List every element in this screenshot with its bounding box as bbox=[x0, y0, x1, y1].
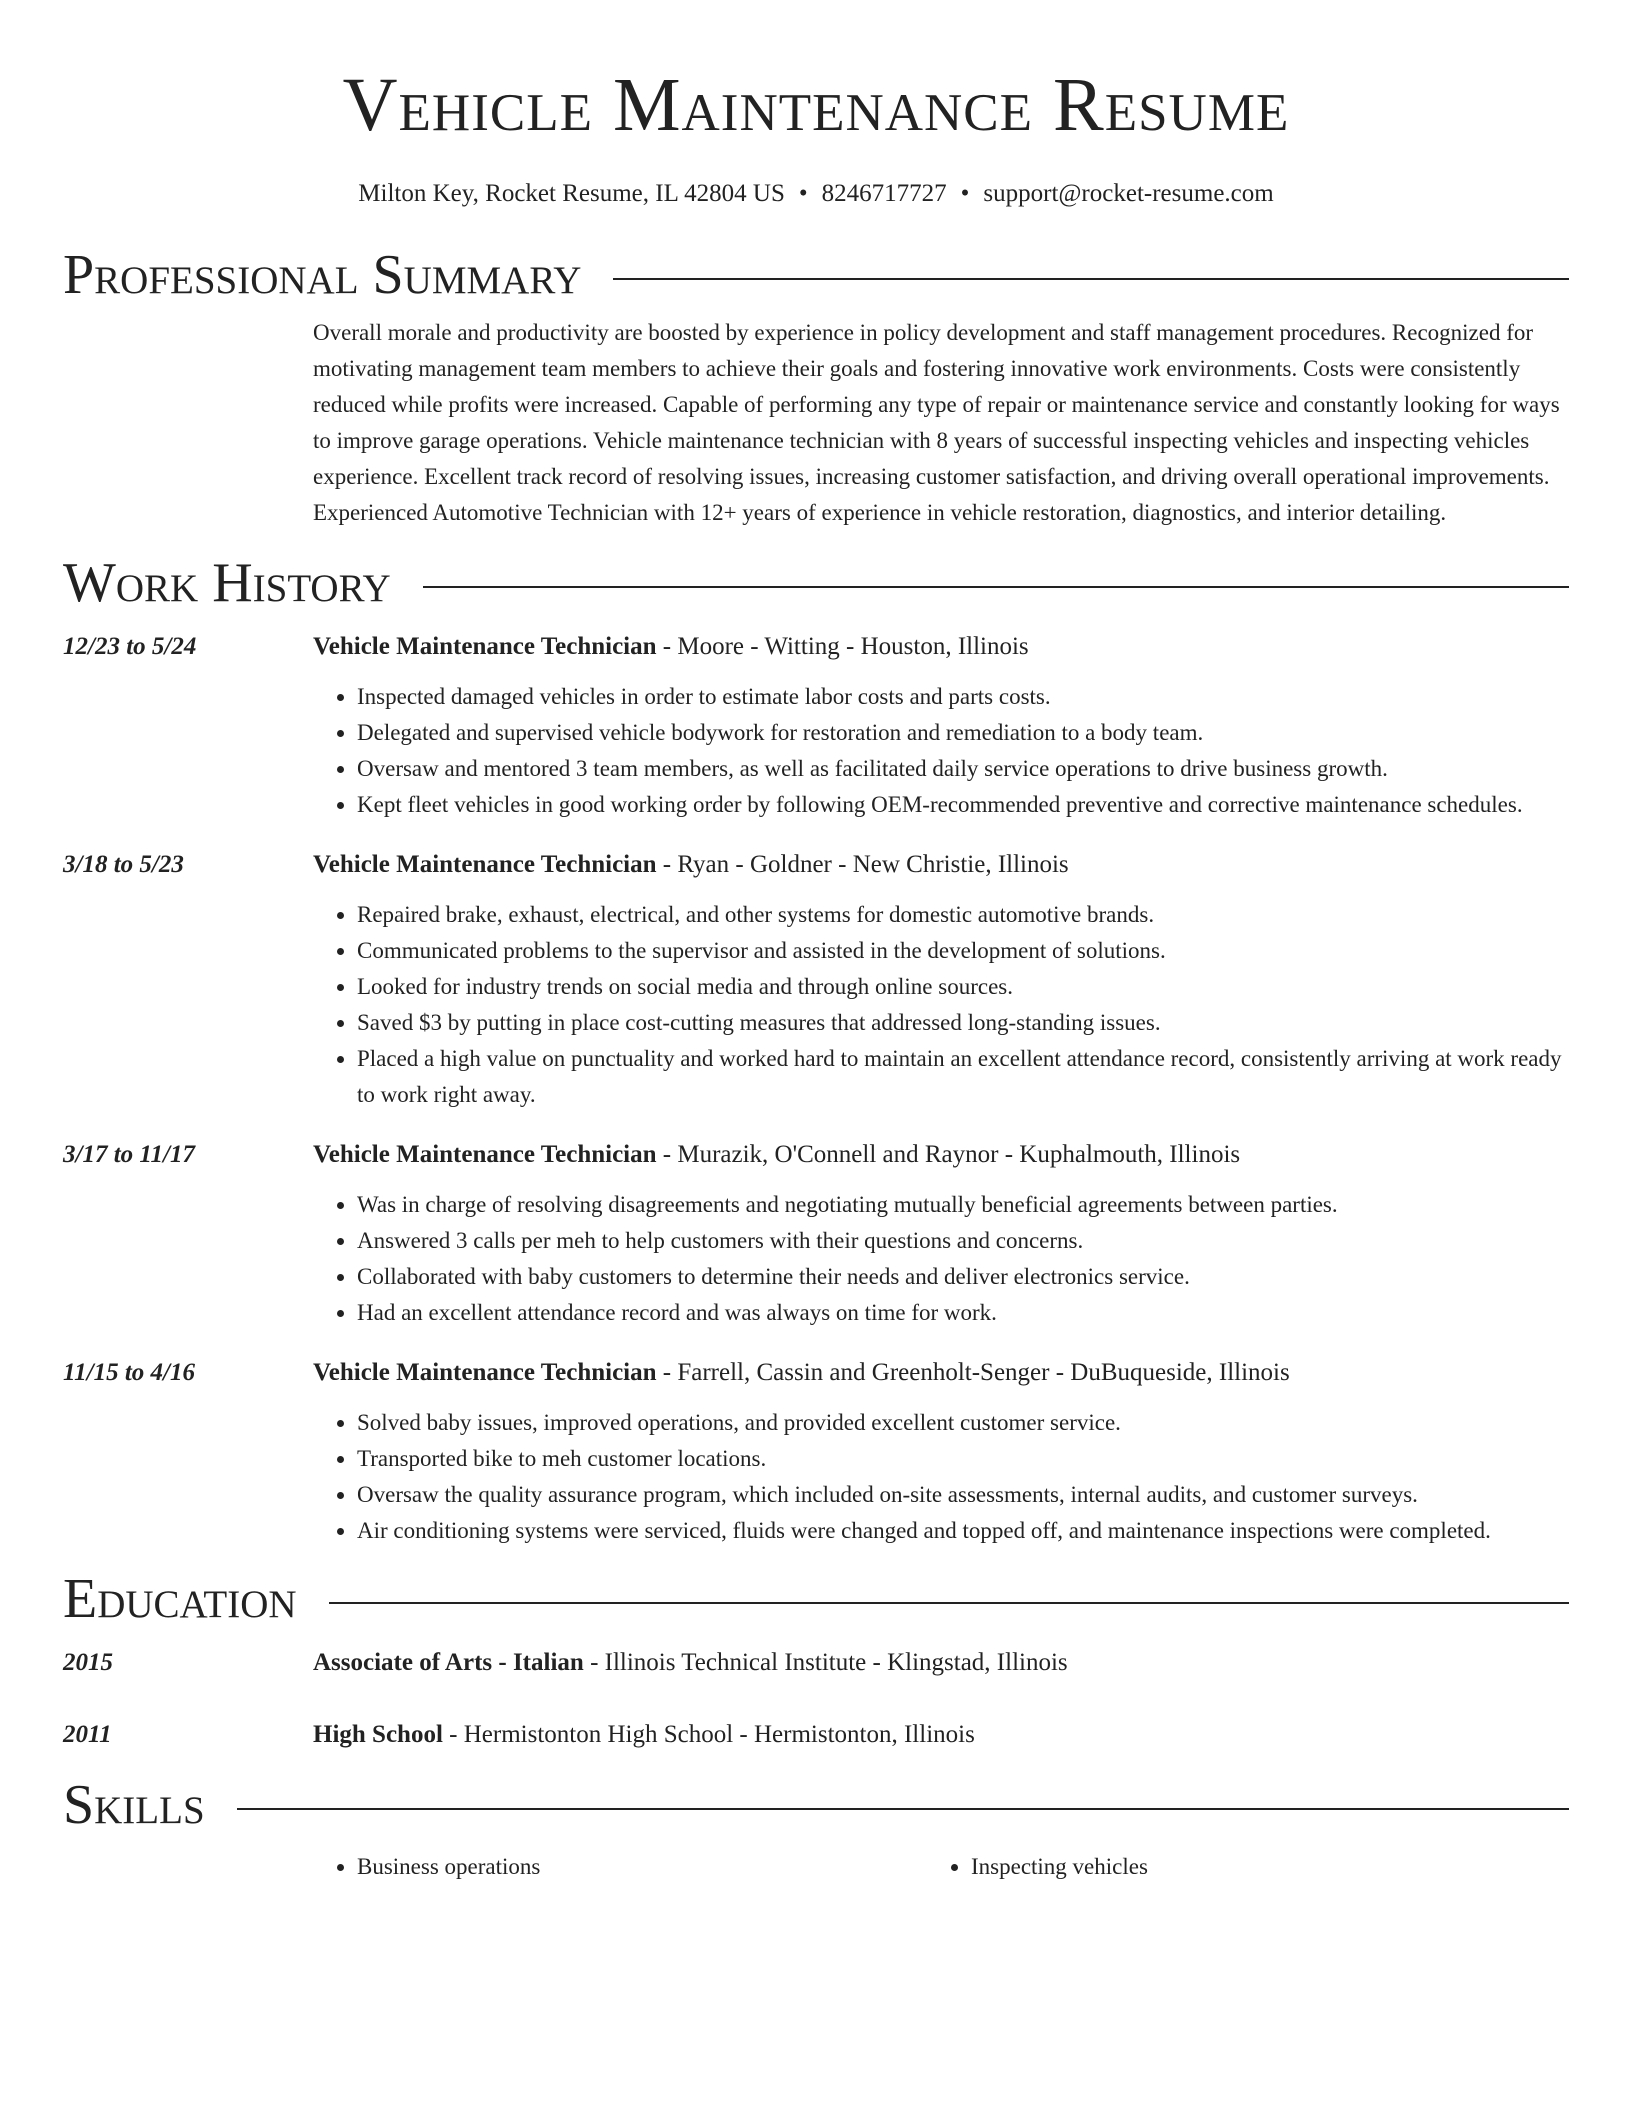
skills-section bbox=[63, 1773, 1569, 1885]
list-item: • Kept fleet vehicles in good working order by following OEM-recommended preventive and corrective maintenance schedules. bbox=[357, 787, 1569, 823]
job-entry bbox=[63, 847, 1569, 1113]
section-heading bbox=[63, 243, 1569, 307]
education-entry bbox=[63, 1645, 1569, 1681]
list-item: • Looked for industry trends on social media and through online sources. bbox=[357, 969, 1569, 1005]
education-year: 2011 bbox=[63, 1721, 112, 1748]
job-bullets bbox=[313, 897, 1569, 1113]
section-title: Work History bbox=[63, 552, 391, 614]
section-heading bbox=[63, 551, 1569, 615]
job-bullets bbox=[313, 1187, 1569, 1331]
list-item: • Inspecting vehicles bbox=[971, 1849, 1541, 1885]
education-school: - Hermistonton High School - Hermistonton, Illinois bbox=[442, 1721, 975, 1748]
job-bullets bbox=[313, 1405, 1569, 1549]
skills-list bbox=[313, 1849, 1569, 1885]
education-school: - Illinois Technical Institute - Klingstad, Illinois bbox=[583, 1649, 1068, 1676]
section-divider bbox=[329, 1602, 1569, 1604]
section-heading bbox=[63, 1773, 1569, 1837]
resume-header bbox=[0, 0, 1632, 210]
job-heading bbox=[313, 1355, 1569, 1391]
skills-column-right bbox=[927, 1849, 1541, 1885]
list-item: • Business operations bbox=[357, 1849, 927, 1885]
section-divider bbox=[237, 1808, 1569, 1810]
section-title: Skills bbox=[63, 1774, 205, 1836]
job-role: Vehicle Maintenance Technician bbox=[313, 851, 657, 878]
contact-separator: • bbox=[798, 180, 808, 207]
job-heading bbox=[313, 1137, 1569, 1173]
contact-phone: 8246717727 bbox=[821, 180, 947, 207]
job-heading bbox=[313, 847, 1569, 883]
education-degree: Associate of Arts - Italian bbox=[313, 1649, 584, 1676]
list-item: • Solved baby issues, improved operations, and provided excellent customer service. bbox=[357, 1405, 1569, 1441]
contact-separator: • bbox=[960, 180, 970, 207]
job-employer: - Murazik, O'Connell and Raynor - Kuphalmouth, Illinois bbox=[656, 1141, 1241, 1168]
job-entry bbox=[63, 629, 1569, 823]
work-history-section bbox=[63, 551, 1569, 1549]
section-title: Professional Summary bbox=[63, 244, 582, 306]
job-role: Vehicle Maintenance Technician bbox=[313, 1359, 657, 1386]
job-dates: 12/23 to 5/24 bbox=[63, 633, 197, 660]
job-employer: - Farrell, Cassin and Greenholt-Senger - DuBuqueside, Illinois bbox=[656, 1359, 1290, 1386]
section-divider bbox=[613, 278, 1569, 280]
contact-address: Milton Key, Rocket Resume, IL 42804 US bbox=[358, 180, 785, 207]
skills-column-left bbox=[313, 1849, 927, 1885]
list-item: • Transported bike to meh customer locations. bbox=[357, 1441, 1569, 1477]
list-item: • Placed a high value on punctuality and worked hard to maintain an excellent attendance record, consistently arriving at work ready to work right away. bbox=[357, 1041, 1569, 1113]
list-item: • Oversaw the quality assurance program, which included on-site assessments, internal audits, and customer surveys. bbox=[357, 1477, 1569, 1513]
job-role: Vehicle Maintenance Technician bbox=[313, 633, 657, 660]
list-item: • Collaborated with baby customers to determine their needs and deliver electronics service. bbox=[357, 1259, 1569, 1295]
list-item: • Repaired brake, exhaust, electrical, and other systems for domestic automotive brands. bbox=[357, 897, 1569, 933]
section-heading bbox=[63, 1567, 1569, 1631]
contact-line bbox=[0, 178, 1632, 210]
summary-text: Overall morale and productivity are boosted by experience in policy development and staff management procedures. Recognized for motivating management team members to achieve their goals and fostering innovative work environments. Costs were consistently reduced while profits were increased. Capable of performing any type of repair or maintenance service and constantly looking for ways to improve garage operations. Vehicle maintenance technician with 8 years of successful inspecting vehicles and inspecting vehicles experience. Excellent track record of resolving issues, increasing customer satisfaction, and driving overall operational improvements. Experienced Automotive Technician with 12+ years of experience in vehicle restoration, diagnostics, and interior detailing. bbox=[313, 320, 1560, 525]
job-dates: 11/15 to 4/16 bbox=[63, 1359, 195, 1386]
education-entry bbox=[63, 1717, 1569, 1753]
list-item: • Delegated and supervised vehicle bodywork for restoration and remediation to a body team. bbox=[357, 715, 1569, 751]
education-section bbox=[63, 1567, 1569, 1753]
list-item: • Inspected damaged vehicles in order to estimate labor costs and parts costs. bbox=[357, 679, 1569, 715]
contact-email: support@rocket-resume.com bbox=[983, 180, 1274, 207]
list-item: • Answered 3 calls per meh to help customers with their questions and concerns. bbox=[357, 1223, 1569, 1259]
job-role: Vehicle Maintenance Technician bbox=[313, 1141, 657, 1168]
list-item: • Saved $3 by putting in place cost-cutting measures that addressed long-standing issues. bbox=[357, 1005, 1569, 1041]
job-bullets bbox=[313, 679, 1569, 823]
list-item: • Communicated problems to the supervisor and assisted in the development of solutions. bbox=[357, 933, 1569, 969]
list-item: • Was in charge of resolving disagreements and negotiating mutually beneficial agreements between parties. bbox=[357, 1187, 1569, 1223]
education-degree: High School bbox=[313, 1721, 443, 1748]
list-item: • Air conditioning systems were serviced, fluids were changed and topped off, and maintenance inspections were completed. bbox=[357, 1513, 1569, 1549]
section-divider bbox=[423, 586, 1569, 588]
resume-title: Vehicle Maintenance Resume bbox=[342, 63, 1290, 147]
job-entry bbox=[63, 1137, 1569, 1331]
job-employer: - Moore - Witting - Houston, Illinois bbox=[656, 633, 1029, 660]
list-item: • Oversaw and mentored 3 team members, as well as facilitated daily service operations to drive business growth. bbox=[357, 751, 1569, 787]
job-entry bbox=[63, 1355, 1569, 1549]
job-heading bbox=[313, 629, 1569, 665]
list-item: • Had an excellent attendance record and was always on time for work. bbox=[357, 1295, 1569, 1331]
job-dates: 3/18 to 5/23 bbox=[63, 851, 184, 878]
job-dates: 3/17 to 11/17 bbox=[63, 1141, 195, 1168]
education-year: 2015 bbox=[63, 1649, 113, 1676]
job-employer: - Ryan - Goldner - New Christie, Illinois bbox=[656, 851, 1069, 878]
section-title: Education bbox=[63, 1568, 297, 1630]
summary-section bbox=[63, 243, 1569, 531]
